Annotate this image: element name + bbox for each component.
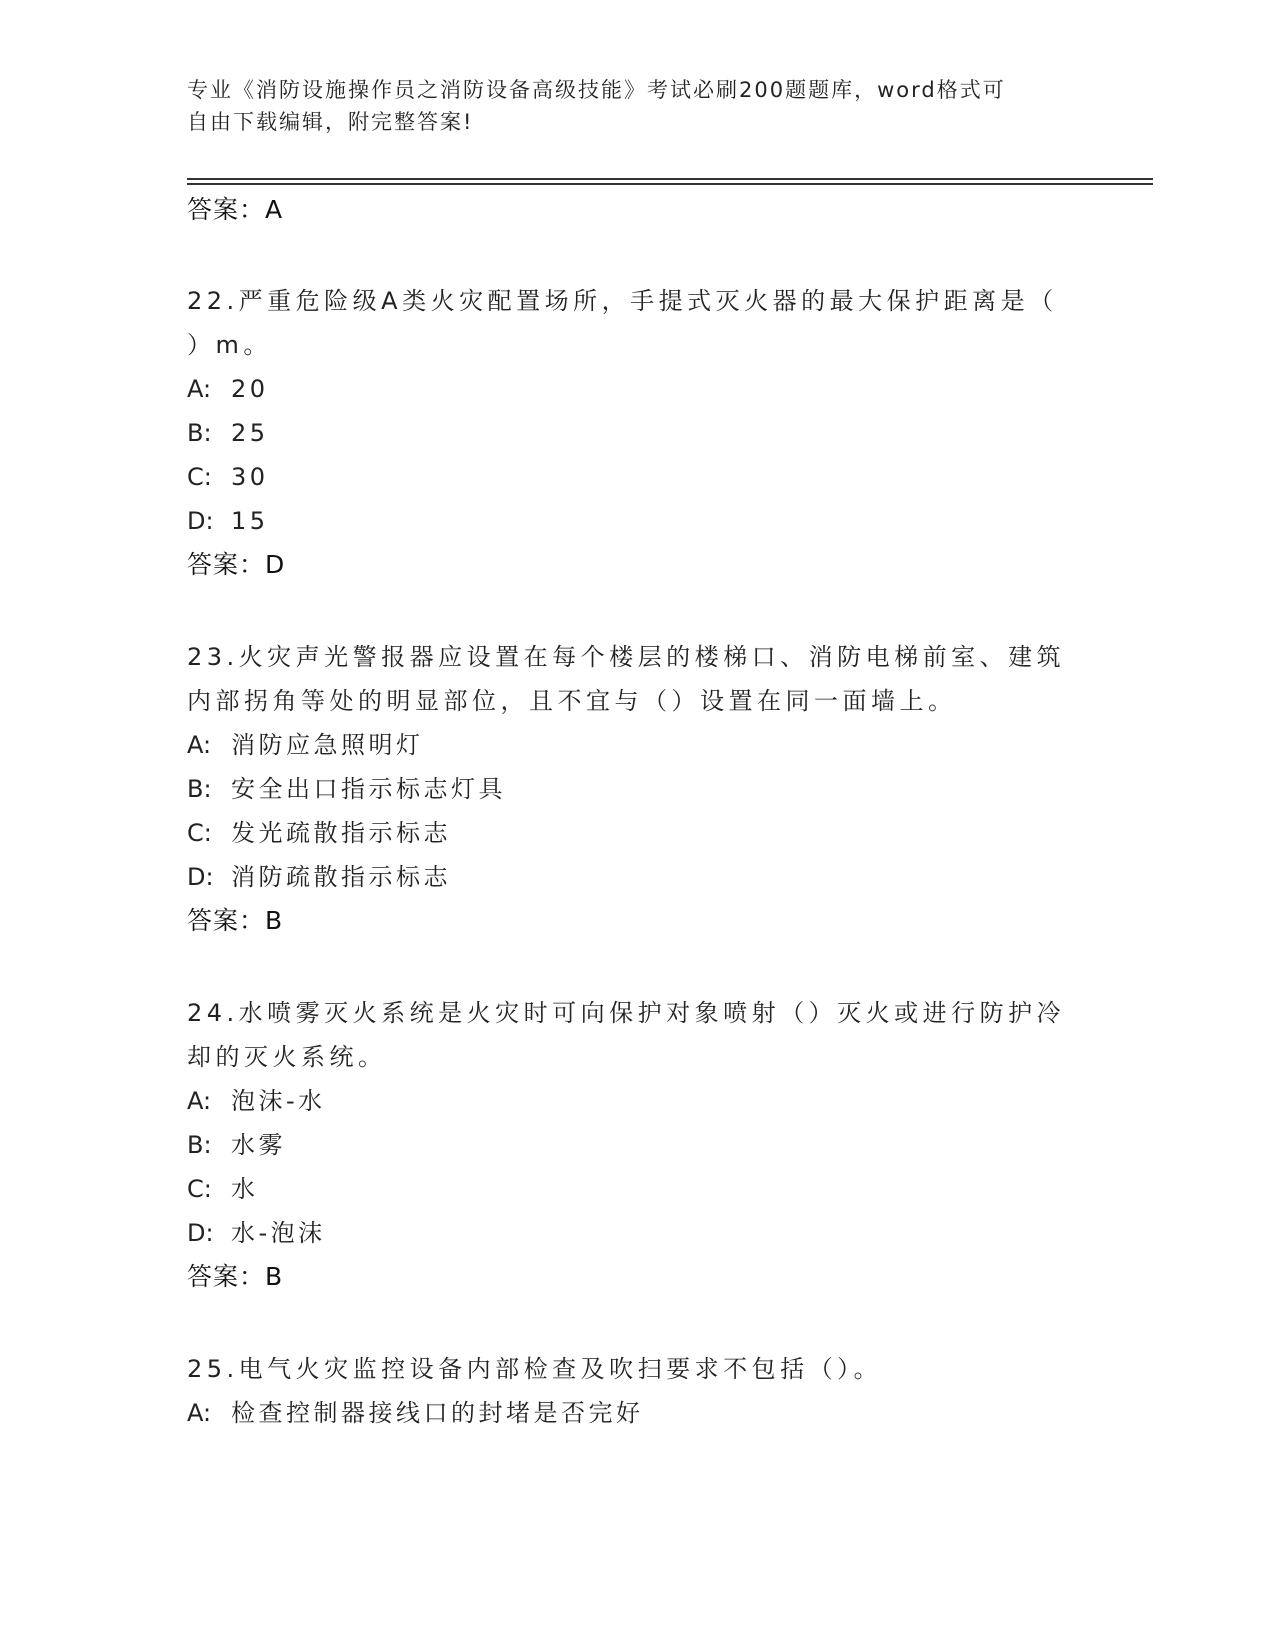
option-letter: B: <box>187 419 212 447</box>
question-22-line-1: 22.严重危险级A类火灾配置场所，手提式灭火器的最大保护距离是（ <box>187 287 1058 315</box>
document-header <box>187 74 1067 138</box>
header-line-1: 专业《消防设施操作员之消防设备高级技能》考试必刷200题题库，word格式可 <box>187 78 1006 102</box>
option-letter: B: <box>187 775 212 803</box>
header-divider-top <box>187 178 1153 180</box>
option-text: 15 <box>231 507 269 535</box>
question-23-option-b <box>187 773 506 805</box>
option-text: 25 <box>231 419 269 447</box>
question-22-option-d <box>187 505 269 537</box>
question-22-option-b <box>187 417 269 449</box>
question-25-line-1: 25.电气火灾监控设备内部检查及吹扫要求不包括（）。 <box>187 1355 883 1383</box>
question-22-line-2: ）m。 <box>187 331 272 359</box>
question-23-option-c <box>187 817 451 849</box>
option-letter: C: <box>187 463 212 491</box>
option-text: 水雾 <box>231 1131 286 1159</box>
question-24-option-c <box>187 1173 259 1205</box>
question-24-line-1: 24.水喷雾灭火系统是火灾时可向保护对象喷射（）灭火或进行防护冷 <box>187 999 1066 1027</box>
option-text: 水 <box>231 1175 259 1203</box>
option-letter: B: <box>187 1131 212 1159</box>
header-divider-bottom <box>187 183 1153 185</box>
option-text: 水-泡沫 <box>231 1219 326 1247</box>
question-24-option-a <box>187 1085 326 1117</box>
option-text: 安全出口指示标志灯具 <box>231 775 506 803</box>
question-24-answer: 答案：B <box>187 1262 284 1291</box>
option-text: 消防疏散指示标志 <box>231 863 451 891</box>
question-25-option-a <box>187 1397 644 1429</box>
question-24-line-2: 却的灭火系统。 <box>187 1043 387 1071</box>
question-23-answer: 答案：B <box>187 906 284 935</box>
option-text: 发光疏散指示标志 <box>231 819 451 847</box>
question-23-line-2: 内部拐角等处的明显部位，且不宜与（）设置在同一面墙上。 <box>187 687 957 715</box>
option-text: 30 <box>231 463 269 491</box>
header-line-2: 自由下载编辑，附完整答案! <box>187 110 474 134</box>
option-letter: C: <box>187 819 212 847</box>
question-24-option-b <box>187 1129 286 1161</box>
answer-previous: 答案：A <box>187 195 284 224</box>
option-letter: A: <box>187 731 212 759</box>
question-23-line-1: 23.火灾声光警报器应设置在每个楼层的楼梯口、消防电梯前室、建筑 <box>187 643 1066 671</box>
question-23-option-a <box>187 729 424 761</box>
question-22-answer: 答案：D <box>187 550 286 579</box>
option-letter: D: <box>187 507 214 535</box>
option-letter: D: <box>187 863 214 891</box>
option-letter: A: <box>187 1087 212 1115</box>
question-23-option-d <box>187 861 451 893</box>
question-24-option-d <box>187 1217 326 1249</box>
option-text: 20 <box>231 375 269 403</box>
option-text: 检查控制器接线口的封堵是否完好 <box>231 1399 644 1427</box>
option-text: 泡沫-水 <box>231 1087 326 1115</box>
option-letter: C: <box>187 1175 212 1203</box>
question-22-option-a <box>187 373 269 405</box>
option-letter: A: <box>187 375 212 403</box>
option-text: 消防应急照明灯 <box>231 731 424 759</box>
option-letter: A: <box>187 1399 212 1427</box>
question-22-option-c <box>187 461 269 493</box>
option-letter: D: <box>187 1219 214 1247</box>
